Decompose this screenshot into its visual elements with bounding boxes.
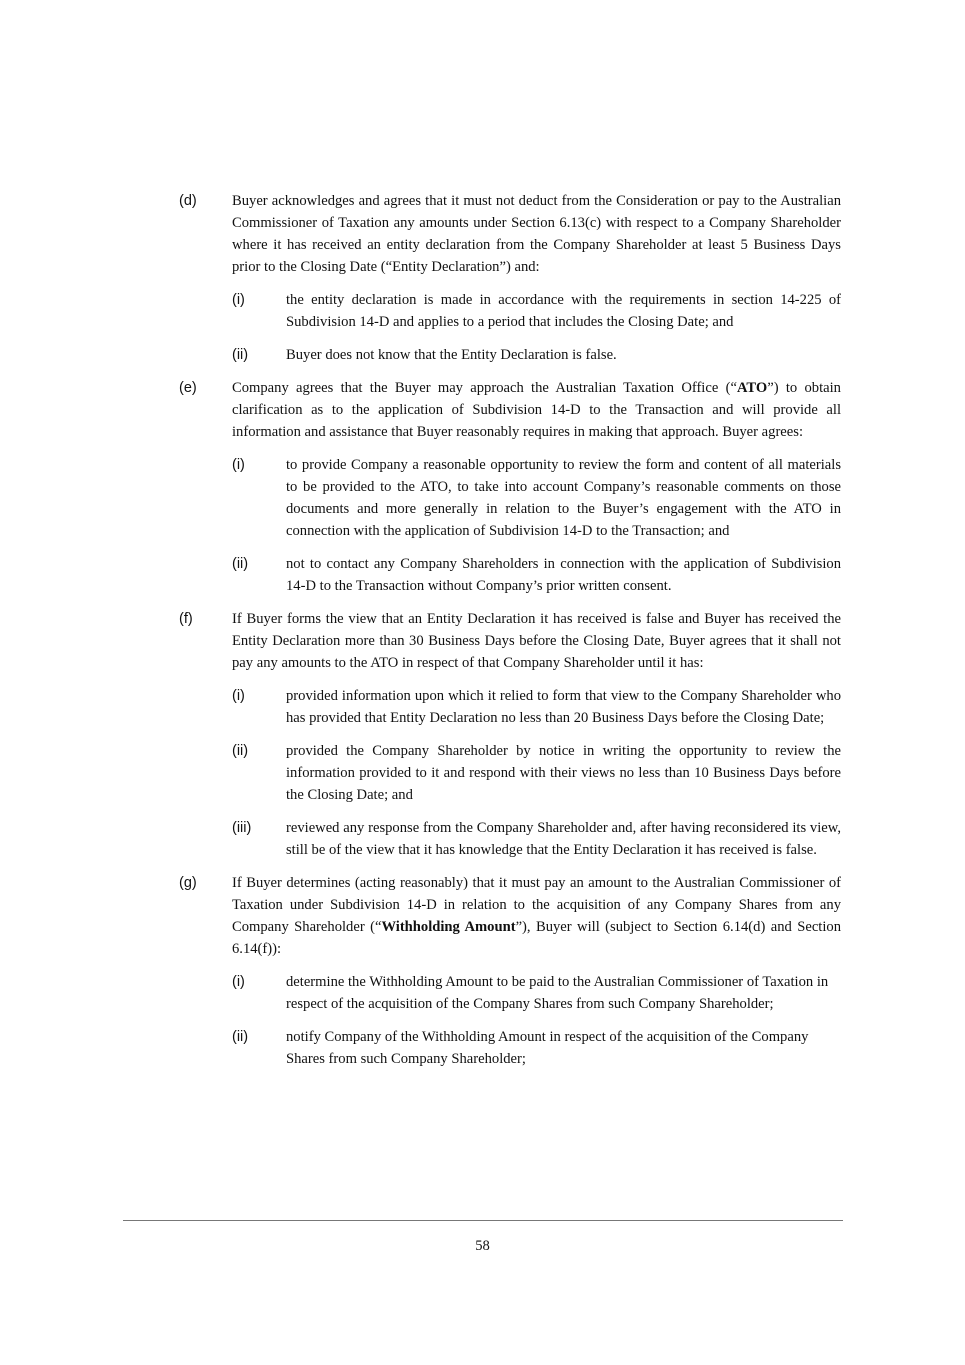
subclause-label: (ii) — [232, 1029, 249, 1045]
clause-label: (d) — [179, 193, 197, 209]
clause-list — [179, 190, 841, 1081]
clause-e — [179, 377, 841, 443]
subclause-text: determine the Withholding Amount to be paid to the Australian Commissioner of Taxation in respect of the acquisition of the Company Shares from such Company Shareholder; — [286, 974, 829, 1012]
subclause-label: (iii) — [232, 820, 252, 836]
subclause-label: (i) — [232, 974, 245, 990]
subclause-label: (ii) — [232, 556, 249, 572]
subclause-text: notify Company of the Withholding Amount in respect of the acquisition of the Company Shares from such Company Shareholder; — [286, 1029, 809, 1067]
clause-label: (e) — [179, 380, 197, 396]
subclause-text: to provide Company a reasonable opportunity to review the form and content of all materials to be provided to the ATO, to take into account Company’s reasonable comments on those documents and more generally in relation to the Buyer’s engagement with the ATO in connection with the application of Subdivision 14-D to the Transaction; and — [286, 457, 841, 539]
subclause-e-i — [232, 454, 841, 542]
subclause-label: (ii) — [232, 743, 249, 759]
clause-g — [179, 872, 841, 960]
page-number: 58 — [475, 1238, 490, 1254]
subclause-label: (i) — [232, 292, 245, 308]
clause-f — [179, 608, 841, 674]
subclause-text: provided the Company Shareholder by notice in writing the opportunity to review the information provided to it and respond with their views no less than 10 Business Days before the Closing Date; and — [286, 743, 841, 803]
clause-text: If Buyer determines (acting reasonably) that it must pay an amount to the Australian Commissioner of Taxation under Subdivision 14-D in relation to the acquisition of any Company Shares from any Company Shareholder (“Withholding Amount”), Buyer will (subject to Section 6.14(d) and Section 6.14(f)): — [232, 875, 841, 957]
subclause-g-ii — [232, 1026, 841, 1070]
subclause-e-ii — [232, 553, 841, 597]
subclause-g-i — [232, 971, 841, 1015]
clause-d — [179, 190, 841, 278]
clause-text: Buyer acknowledges and agrees that it must not deduct from the Consideration or pay to the Australian Commissioner of Taxation any amounts under Section 6.13(c) with respect to a Company Shareholder where it has received an entity declaration from the Company Shareholder at least 5 Business Days prior to the Closing Date (“Entity Declaration”) and: — [232, 193, 841, 275]
subclause-text: the entity declaration is made in accordance with the requirements in section 14-225 of Subdivision 14-D and applies to a period that includes the Closing Date; and — [286, 292, 841, 330]
footer-divider — [123, 1220, 843, 1221]
subclause-text: provided information upon which it relied to form that view to the Company Shareholder who has provided that Entity Declaration no less than 20 Business Days before the Closing Date; — [286, 688, 841, 726]
subclause-f-i — [232, 685, 841, 729]
subclause-text: not to contact any Company Shareholders in connection with the application of Subdivision 14-D to the Transaction without Company’s prior written consent. — [286, 556, 841, 594]
subclause-text: reviewed any response from the Company Shareholder and, after having reconsidered its view, still be of the view that it has knowledge that the Entity Declaration it has received is false. — [286, 820, 841, 858]
subclause-text: Buyer does not know that the Entity Declaration is false. — [286, 347, 617, 363]
clause-label: (f) — [179, 611, 193, 627]
defined-term-ato: ATO — [736, 380, 768, 396]
subclause-d-i — [232, 289, 841, 333]
defined-term-withholding-amount: Withholding Amount — [381, 919, 516, 935]
subclause-label: (ii) — [232, 347, 249, 363]
clause-label: (g) — [179, 875, 197, 891]
clause-text: Company agrees that the Buyer may approach the Australian Taxation Office (“ATO”) to obtain clarification as to the application of Subdivision 14-D to the Transaction and will provide all information and assistance that Buyer reasonably requires in making that approach. Buyer agrees: — [232, 380, 841, 440]
subclause-f-ii — [232, 740, 841, 806]
clause-text: If Buyer forms the view that an Entity Declaration it has received is false and Buyer has received the Entity Declaration more than 30 Business Days before the Closing Date, Buyer agrees that it shall not pay any amounts to the ATO in respect of that Company Shareholder until it has: — [232, 611, 841, 671]
subclause-f-iii — [232, 817, 841, 861]
subclause-label: (i) — [232, 688, 245, 704]
subclause-label: (i) — [232, 457, 245, 473]
subclause-d-ii — [232, 344, 841, 366]
